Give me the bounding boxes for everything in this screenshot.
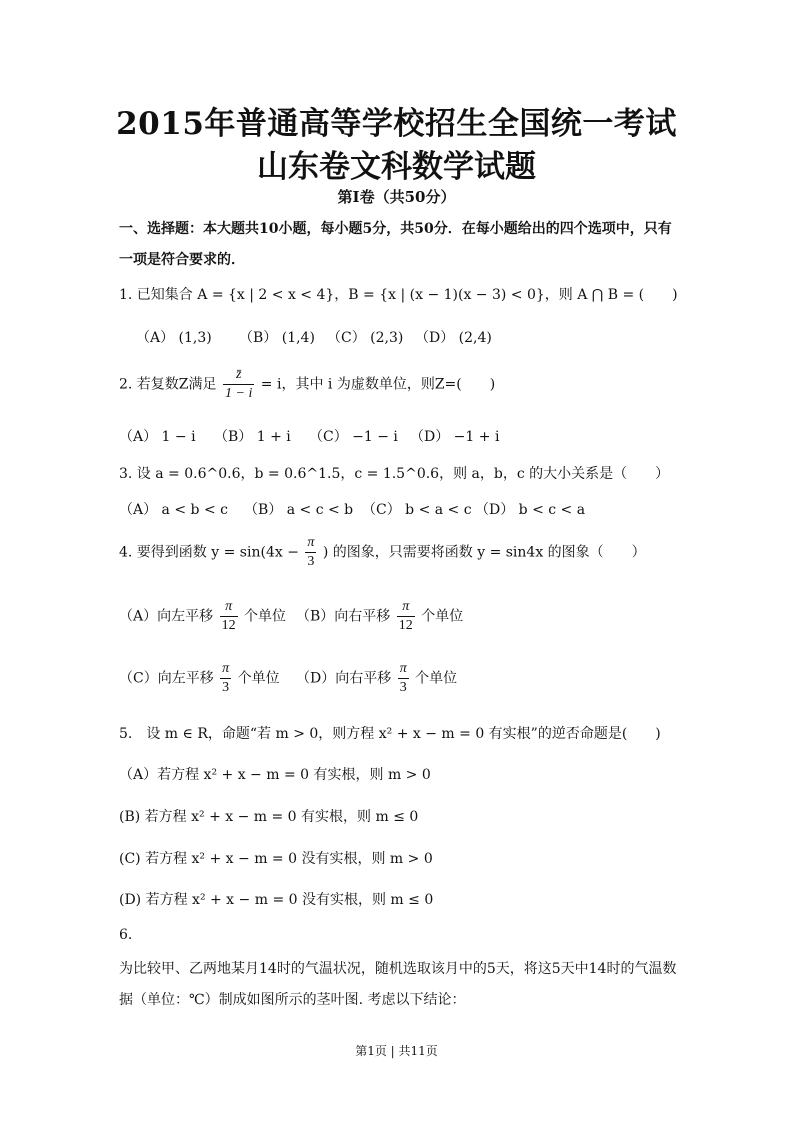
title-line-1: 2015年普通高等学校招生全国统一考试 [116,106,677,142]
fraction-denominator: 3 [399,680,407,695]
question-2-stem-suffix: = i，其中 i 为虚数单位，则Z=( ) [260,376,496,393]
question-2-option-c: （C） −1 − i [309,429,398,445]
question-3-option-b: （B） a < c < b [244,502,354,518]
question-2-option-b: （B） 1 + i [214,429,291,445]
question-6-line-1: 为比较甲、乙两地某月14时的气温状况，随机选取该月中的5天，将这5天中14时的气温数 [119,961,677,977]
fraction-numerator: π [305,534,316,553]
question-3-stem: 3. 设 a = 0.6^0.6，b = 0.6^1.5，c = 1.5^0.6，则 a，b，c 的大小关系是（ ） [119,466,670,482]
option-fraction [397,598,415,635]
option-suffix: 个单位 [421,608,464,625]
fraction-denominator: 3 [222,680,230,695]
title-line-2: 山东卷文科数学试题 [257,149,536,185]
fraction-numerator: π [398,660,409,679]
question-2-option-a: （A） 1 − i [119,429,196,445]
part-heading: 第Ⅰ卷（共50分） [337,188,456,206]
page-footer: 第1页 | 共11页 [355,1044,438,1058]
option-prefix: （C）向左平移 [119,670,214,687]
question-4-fraction [305,534,316,571]
fraction-denominator: 3 [307,554,315,569]
question-1-option-d: （D） (2,4) [415,330,492,346]
question-5-option-a: （A）若方程 x² + x − m = 0 有实根，则 m > 0 [119,767,431,783]
question-5-option-d: (D) 若方程 x² + x − m = 0 没有实根，则 m ≤ 0 [119,892,434,908]
question-1-stem: 1. 已知集合 A = {x | 2 < x < 4}，B = {x | (x − 1)(x − 3) < 0}，则 A ⋂ B = ( ) [119,287,678,303]
section-instructions-line-2: 一项是符合要求的． [119,252,245,268]
question-4-stem [119,534,646,571]
fraction-denominator: 12 [398,618,413,633]
option-fraction [220,660,231,697]
question-5-option-b: (B) 若方程 x² + x − m = 0 有实根，则 m ≤ 0 [119,809,419,825]
question-4-option-d [296,660,457,697]
question-5-option-c: (C) 若方程 x² + x − m = 0 没有实根，则 m > 0 [119,851,433,867]
question-4-option-b [296,598,463,635]
question-2-stem [119,366,495,403]
question-3-option-a: （A） a < b < c [119,502,228,518]
question-3-option-c: （C） b < a < c [362,502,472,518]
question-5-stem: 5. 设 m ∈ R，命题“若 m > 0，则方程 x² + x − m = 0 有实根”的逆否命题是( ) [119,726,661,742]
fraction-denominator: 12 [221,618,236,633]
option-fraction [398,660,409,697]
question-2-fraction [223,366,254,403]
option-prefix: （B）向右平移 [296,608,391,625]
question-4-stem-prefix: 4. 要得到函数 y = sin(4x − [119,544,299,561]
fraction-numerator: π [397,598,415,617]
question-4-option-a [119,598,286,635]
question-3-option-d: （D） b < c < a [475,502,586,518]
option-suffix: 个单位 [244,608,287,625]
question-6-number: 6. [119,927,133,943]
option-prefix: （A）向左平移 [119,608,214,625]
option-prefix: （D）向右平移 [296,670,392,687]
question-2-stem-prefix: 2. 若复数Z满足 [119,376,217,393]
fraction-denominator: 1 − i [225,386,253,401]
option-fraction [220,598,238,635]
question-1-option-a: （A） (1,3) [136,330,212,346]
question-4-stem-suffix: ) 的图象，只需要将函数 y = sin4x 的图象（ ） [322,544,646,561]
fraction-numerator: π [220,660,231,679]
fraction-numerator: z̄ [223,366,254,385]
question-2-option-d: （D） −1 + i [410,429,500,445]
question-1-option-b: （B） (1,4) [239,330,315,346]
fraction-numerator: π [220,598,238,617]
option-suffix: 个单位 [415,670,458,687]
question-6-line-2: 据（单位：℃）制成如图所示的茎叶图. 考虑以下结论： [119,992,466,1008]
question-1-option-c: （C） (2,3) [327,330,404,346]
section-instructions-line-1: 一、选择题：本大题共10小题，每小题5分，共50分．在每小题给出的四个选项中，只有 [119,221,672,237]
question-4-option-c [119,660,280,697]
option-suffix: 个单位 [237,670,280,687]
